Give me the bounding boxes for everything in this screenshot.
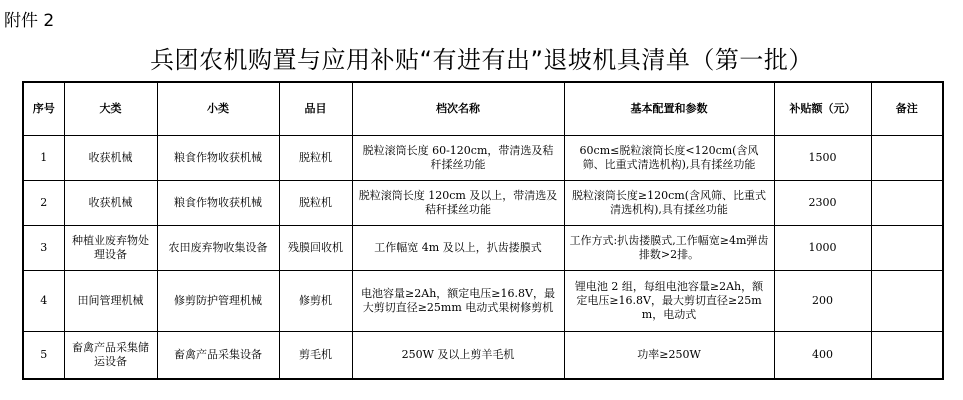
cell-config-params: 脱粒滚筒长度≥120cm(含风筛、比重式清选机构),具有揉丝功能 bbox=[564, 181, 774, 226]
cell-subsidy-amount: 1000 bbox=[774, 226, 871, 271]
cell-config-params: 60cm≤脱粒滚筒长度<120cm(含风筛、比重式清选机构),具有揉丝功能 bbox=[564, 136, 774, 181]
header-config-params: 基本配置和参数 bbox=[564, 82, 774, 136]
cell-remarks bbox=[871, 181, 943, 226]
cell-index: 3 bbox=[23, 226, 64, 271]
table-row bbox=[23, 226, 943, 271]
cell-config-params: 工作方式:扒齿搂膜式,工作幅宽≥4m弹齿排数>2排。 bbox=[564, 226, 774, 271]
cell-subcategory: 修剪防护管理机械 bbox=[157, 271, 279, 332]
cell-remarks bbox=[871, 226, 943, 271]
cell-category: 畜禽产品采集储运设备 bbox=[64, 332, 157, 380]
table-row bbox=[23, 332, 943, 380]
cell-item: 残膜回收机 bbox=[279, 226, 352, 271]
attachment-label: 附件 2 bbox=[4, 11, 55, 31]
header-index: 序号 bbox=[23, 82, 64, 136]
header-category: 大类 bbox=[64, 82, 157, 136]
cell-item: 剪毛机 bbox=[279, 332, 352, 380]
cell-grade-name: 工作幅宽 4m 及以上，扒齿搂膜式 bbox=[352, 226, 564, 271]
cell-index: 1 bbox=[23, 136, 64, 181]
cell-subcategory: 农田废弃物收集设备 bbox=[157, 226, 279, 271]
cell-remarks bbox=[871, 271, 943, 332]
cell-grade-name: 电池容量≥2Ah，额定电压≥16.8V，最大剪切直径≥25mm 电动式果树修剪机 bbox=[352, 271, 564, 332]
cell-grade-name: 250W 及以上剪羊毛机 bbox=[352, 332, 564, 380]
cell-config-params: 功率≥250W bbox=[564, 332, 774, 380]
header-grade-name: 档次名称 bbox=[352, 82, 564, 136]
cell-subsidy-amount: 2300 bbox=[774, 181, 871, 226]
header-remarks: 备注 bbox=[871, 82, 943, 136]
cell-category: 田间管理机械 bbox=[64, 271, 157, 332]
cell-category: 收获机械 bbox=[64, 181, 157, 226]
cell-subsidy-amount: 1500 bbox=[774, 136, 871, 181]
cell-grade-name: 脱粒滚筒长度 60-120cm，带清选及秸秆揉丝功能 bbox=[352, 136, 564, 181]
table-row bbox=[23, 136, 943, 181]
table-header-row bbox=[23, 82, 943, 136]
header-subsidy-amount: 补贴额（元） bbox=[774, 82, 871, 136]
cell-subsidy-amount: 400 bbox=[774, 332, 871, 380]
subsidy-table bbox=[22, 81, 944, 380]
cell-remarks bbox=[871, 332, 943, 380]
header-subcategory: 小类 bbox=[157, 82, 279, 136]
cell-subcategory: 畜禽产品采集设备 bbox=[157, 332, 279, 380]
cell-grade-name: 脱粒滚筒长度 120cm 及以上，带清选及秸秆揉丝功能 bbox=[352, 181, 564, 226]
cell-category: 收获机械 bbox=[64, 136, 157, 181]
cell-remarks bbox=[871, 136, 943, 181]
document-title: 兵团农机购置与应用补贴“有进有出”退坡机具清单（第一批） bbox=[150, 46, 813, 74]
cell-index: 5 bbox=[23, 332, 64, 380]
table-row bbox=[23, 181, 943, 226]
cell-index: 4 bbox=[23, 271, 64, 332]
cell-subcategory: 粮食作物收获机械 bbox=[157, 136, 279, 181]
table-row bbox=[23, 271, 943, 332]
cell-item: 脱粒机 bbox=[279, 181, 352, 226]
cell-config-params: 锂电池 2 组，每组电池容量≥2Ah，额定电压≥16.8V，最大剪切直径≥25mm，电动式 bbox=[564, 271, 774, 332]
header-item: 品目 bbox=[279, 82, 352, 136]
cell-category: 种植业废弃物处理设备 bbox=[64, 226, 157, 271]
cell-index: 2 bbox=[23, 181, 64, 226]
cell-subcategory: 粮食作物收获机械 bbox=[157, 181, 279, 226]
cell-item: 脱粒机 bbox=[279, 136, 352, 181]
cell-item: 修剪机 bbox=[279, 271, 352, 332]
cell-subsidy-amount: 200 bbox=[774, 271, 871, 332]
